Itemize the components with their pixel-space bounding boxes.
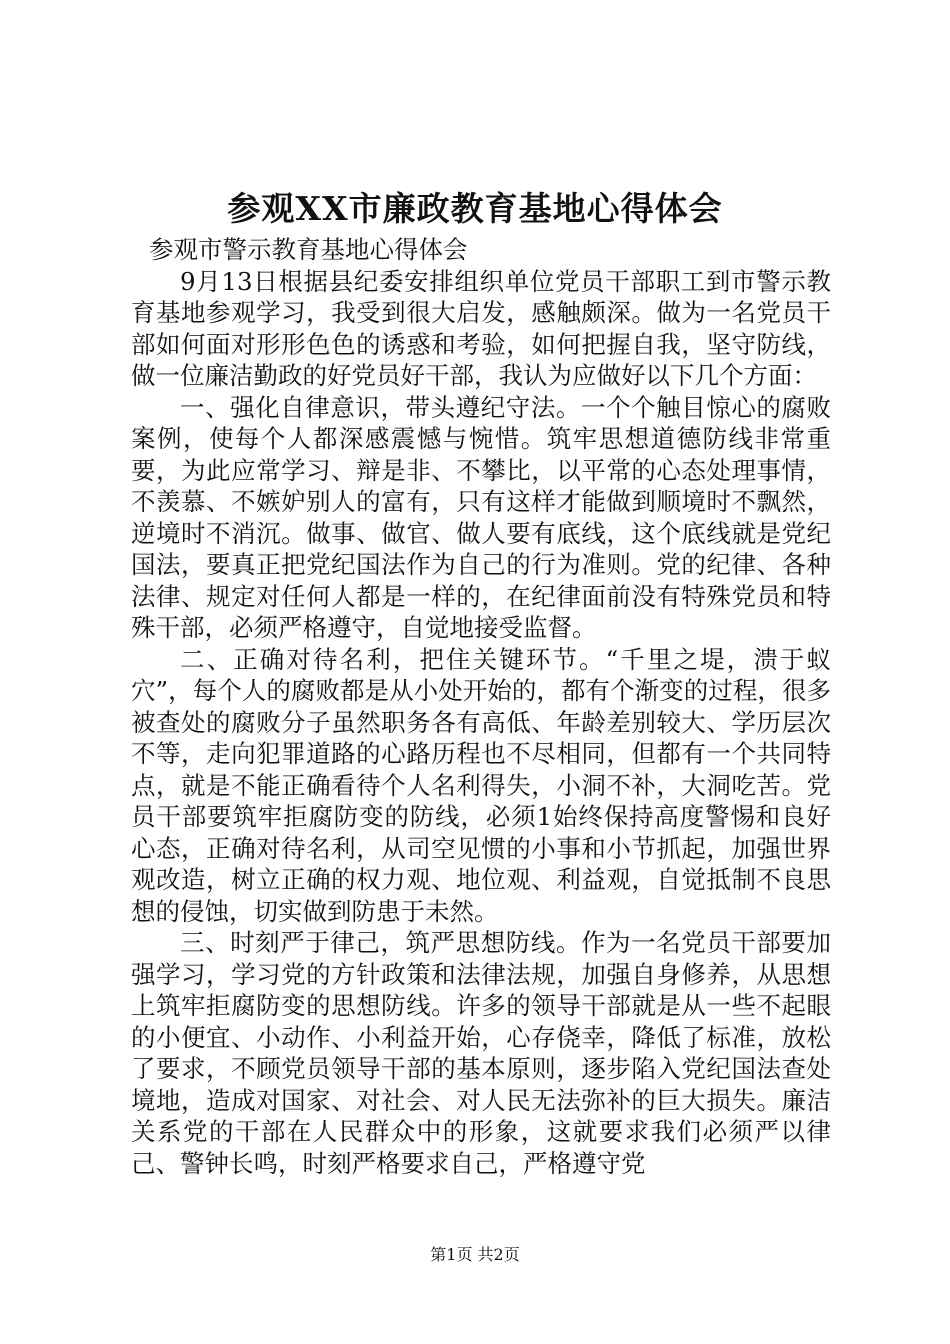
paragraph-intro: 9月13日根据县纪委安排组织单位党员干部职工到市警示教育基地参观学习，我受到很大启发，感触颇深。做为一名党员干部如何面对形形色色的诱惑和考验，如何把握自我，坚守防线，做一位廉洁勤政的好党员好干部，我认为应做好以下几个方面：	[131, 266, 831, 390]
document-title: 参观XX市廉政教育基地心得体会	[227, 189, 723, 228]
page-number-footer: 第1页 共2页	[430, 1245, 520, 1264]
paragraph-section-2: 二、正确对待名利，把住关键环节。“千里之堤，溃于蚁穴”，每个人的腐败都是从小处开始的，都有个渐变的过程，很多被查处的腐败分子虽然职务各有高低、年龄差别较大、学历层次不等，走向犯罪道路的心路历程也不尽相同，但都有一个共同特点，就是不能正确看待个人名利得失，小洞不补，大洞吃苦。党员干部要筑牢拒腐防变的防线，必须1始终保持高度警惕和良好心态，正确对待名利，从司空见惯的小事和小节抓起，加强世界观改造，树立正确的权力观、地位观、利益观，自觉抵制不良思想的侵蚀，切实做到防患于未然。	[131, 644, 831, 926]
paragraph-section-1: 一、强化自律意识，带头遵纪守法。一个个触目惊心的腐败案例，使每个人都深感震憾与惋惜。筑牢思想道德防线非常重要，为此应常学习、辩是非、不攀比，以平常的心态处理事情，不羡慕、不嫉妒别人的富有，只有这样才能做到顺境时不飘然，逆境时不消沉。做事、做官、做人要有底线，这个底线就是党纪国法，要真正把党纪国法作为自己的行为准则。党的纪律、各种法律、规定对任何人都是一样的，在纪律面前没有特殊党员和特殊干部，必须严格遵守，自觉地接受监督。	[131, 392, 831, 642]
document-subtitle: 参观市警示教育基地心得体会	[149, 235, 468, 264]
document-body	[131, 234, 831, 1179]
paragraph-section-3: 三、时刻严于律己，筑严思想防线。作为一名党员干部要加强学习，学习党的方针政策和法律法规，加强自身修养，从思想上筑牢拒腐防变的思想防线。许多的领导干部就是从一些不起眼的小便宜、小动作、小利益开始，心存侥幸，降低了标准，放松了要求，不顾党员领导干部的基本原则，逐步陷入党纪国法查处境地，造成对国家、对社会、对人民无法弥补的巨大损失。廉洁关系党的干部在人民群众中的形象，这就要求我们必须严以律己、警钟长鸣，时刻严格要求自己，严格遵守党	[131, 928, 831, 1178]
